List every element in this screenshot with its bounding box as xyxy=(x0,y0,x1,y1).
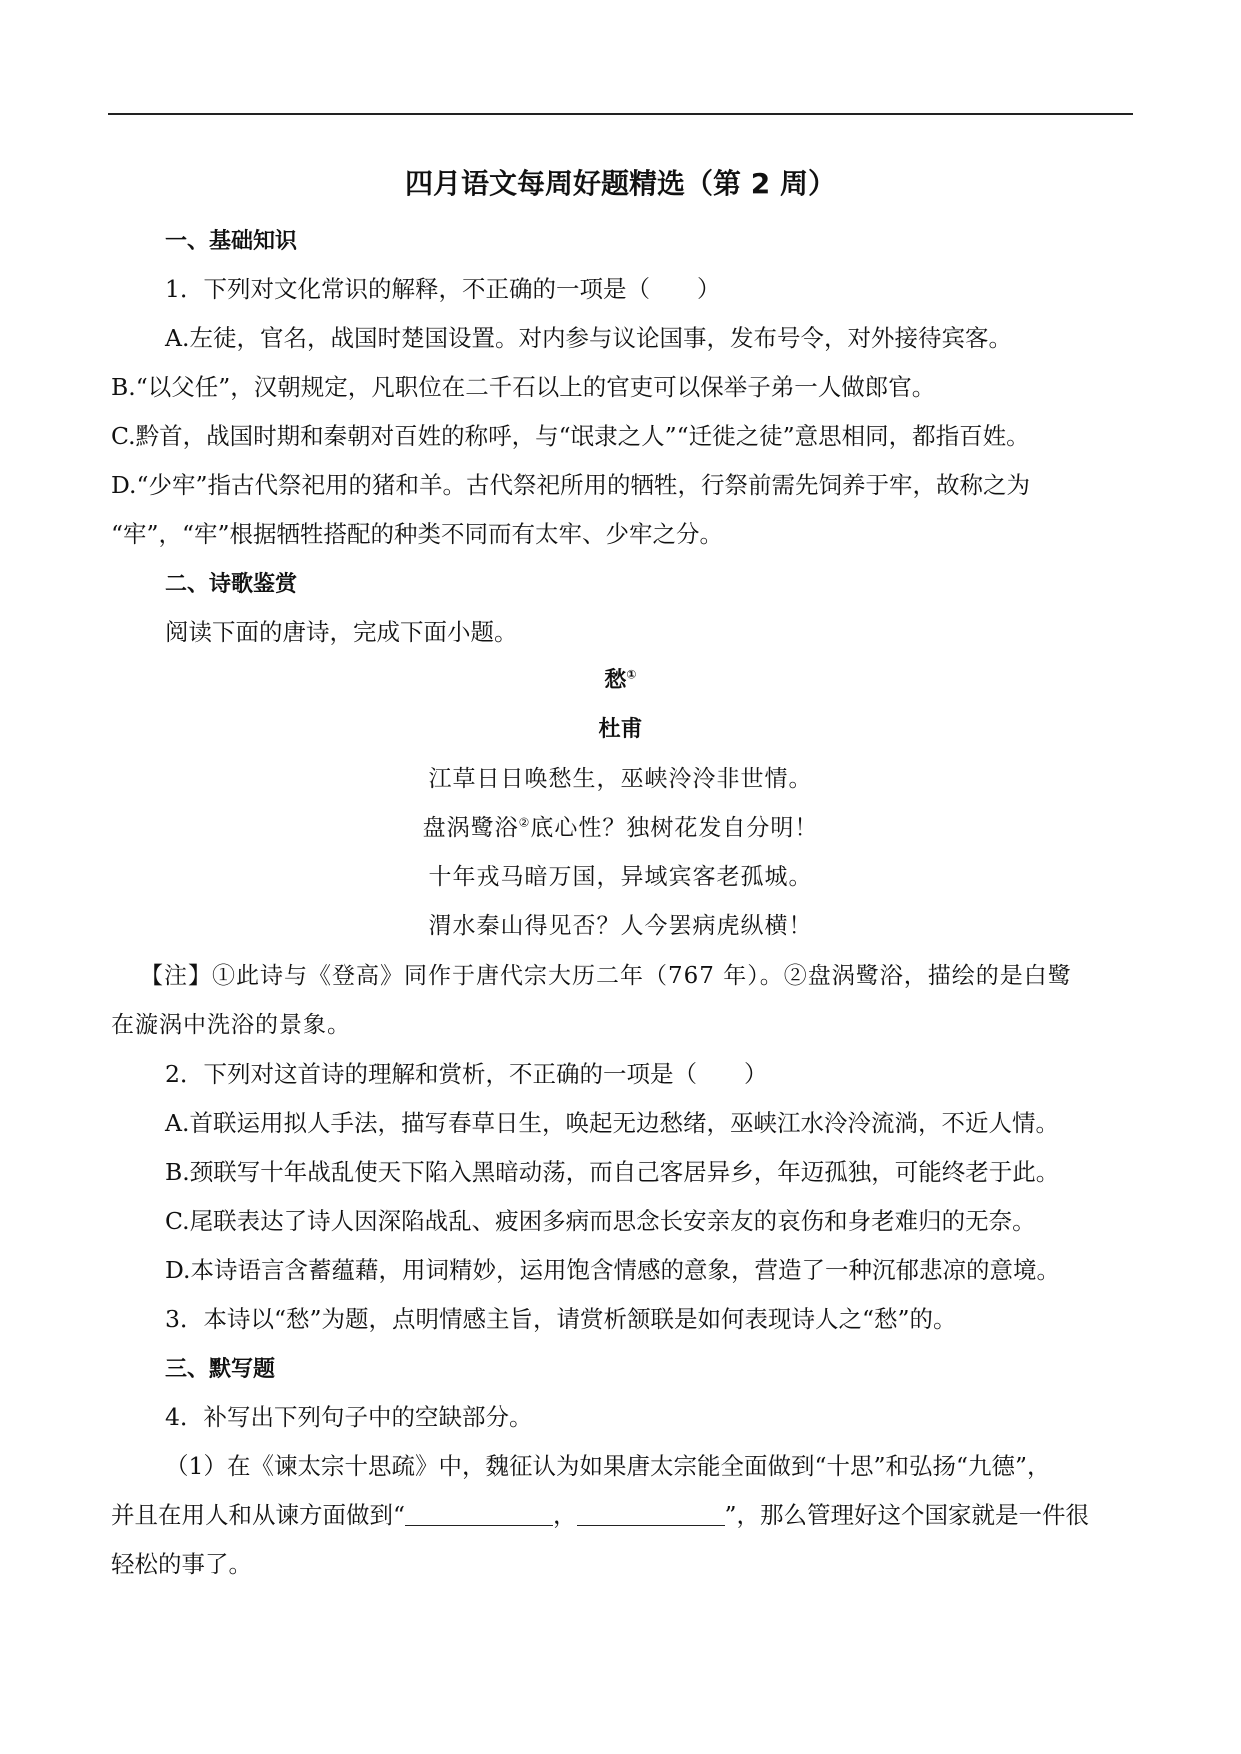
question-1-stem: 1．下列对文化常识的解释，不正确的一项是（ ） xyxy=(165,275,721,303)
poem-line-2-part-b: 底心性？独树花发自分明！ xyxy=(530,815,819,841)
answer-blank-2[interactable] xyxy=(577,1503,725,1526)
question-2-stem: 2．下列对这首诗的理解和赏析，不正确的一项是（ ） xyxy=(165,1060,768,1088)
question-3-stem: 3．本诗以“愁”为题，点明情感主旨，请赏析颔联是如何表现诗人之“愁”的。 xyxy=(165,1305,957,1333)
poem-line-2-part-a: 盘涡鹭浴 xyxy=(422,815,519,841)
poem-line-2 xyxy=(0,812,1241,844)
question-1-option-d-line2: “牢”，“牢”根据牺牲搭配的种类不同而有太牢、少牢之分。 xyxy=(111,520,724,548)
question-1-option-c: C.黔首，战国时期和秦朝对百姓的称呼，与“氓隶之人”“迁徙之徒”意思相同，都指百姓。 xyxy=(111,422,1030,450)
question-4-part-1-separator: ， xyxy=(553,1501,577,1529)
header-rule xyxy=(108,113,1133,115)
question-2-option-a: A.首联运用拟人手法，描写春草日生，唤起无边愁绪，巫峡江水泠泠流淌，不近人情。 xyxy=(165,1109,1059,1137)
poem-author: 杜甫 xyxy=(598,717,643,742)
poem-title xyxy=(0,665,1241,697)
question-4-part-1-suffix: ”，那么管理好这个国家就是一件很 xyxy=(724,1501,1090,1529)
poem-line-2-note-marker: ② xyxy=(518,815,531,830)
poem-line-3: 十年戎马暗万国，异域宾客老孤城。 xyxy=(428,864,813,890)
answer-blank-1[interactable] xyxy=(405,1503,553,1526)
poem-line-1: 江草日日唤愁生，巫峡泠泠非世情。 xyxy=(428,766,813,792)
question-1-option-a: A.左徒，官名，战国时楚国设置。对内参与议论国事，发布号令，对外接待宾客。 xyxy=(165,324,1012,352)
question-1-option-d-line1: D.“少牢”指古代祭祀用的猪和羊。古代祭祀所用的牺牲，行祭前需先饲养于牢，故称之为 xyxy=(111,471,1031,499)
question-4-stem: 4．补写出下列句子中的空缺部分。 xyxy=(165,1403,533,1431)
section-heading-basic-knowledge: 一、基础知识 xyxy=(165,229,298,254)
question-2-option-c: C.尾联表达了诗人因深陷战乱、疲困多病而思念长安亲友的哀伤和身老难归的无奈。 xyxy=(165,1207,1036,1235)
page-title: 四月语文每周好题精选（第 2 周） xyxy=(405,167,836,200)
poem-title-note-marker: ① xyxy=(626,667,637,682)
question-4-part-1-line2 xyxy=(111,1499,1089,1531)
section-heading-poetry-appreciation: 二、诗歌鉴赏 xyxy=(165,572,298,597)
reading-instructions: 阅读下面的唐诗，完成下面小题。 xyxy=(165,618,518,646)
question-4-part-1-prefix: 并且在用人和从谏方面做到“ xyxy=(111,1501,406,1529)
question-2-option-b: B.颈联写十年战乱使天下陷入黑暗动荡，而自己客居异乡，年迈孤独，可能终老于此。 xyxy=(165,1158,1060,1186)
poem-note-line1: 【注】①此诗与《登高》同作于唐代宗大历二年（767 年）。②盘涡鹭浴，描绘的是白鹭 xyxy=(140,963,1072,989)
section-heading-dictation: 三、默写题 xyxy=(165,1357,276,1382)
question-2-option-d: D.本诗语言含蓄蕴藉，用词精妙，运用饱含情感的意象，营造了一种沉郁悲凉的意境。 xyxy=(165,1256,1060,1284)
question-1-option-b: B.“以父任”，汉朝规定，凡职位在二千石以上的官吏可以保举子弟一人做郎官。 xyxy=(111,373,936,401)
poem-note-line2: 在漩涡中洗浴的景象。 xyxy=(111,1012,351,1038)
question-4-part-1-line3: 轻松的事了。 xyxy=(111,1550,252,1578)
poem-line-4: 渭水秦山得见否？人今罢病虎纵横！ xyxy=(428,913,813,939)
question-4-part-1-line1: （1）在《谏太宗十思疏》中，魏征认为如果唐太宗能全面做到“十思”和弘扬“九德”， xyxy=(165,1452,1051,1480)
poem-title-text: 愁 xyxy=(604,668,627,693)
